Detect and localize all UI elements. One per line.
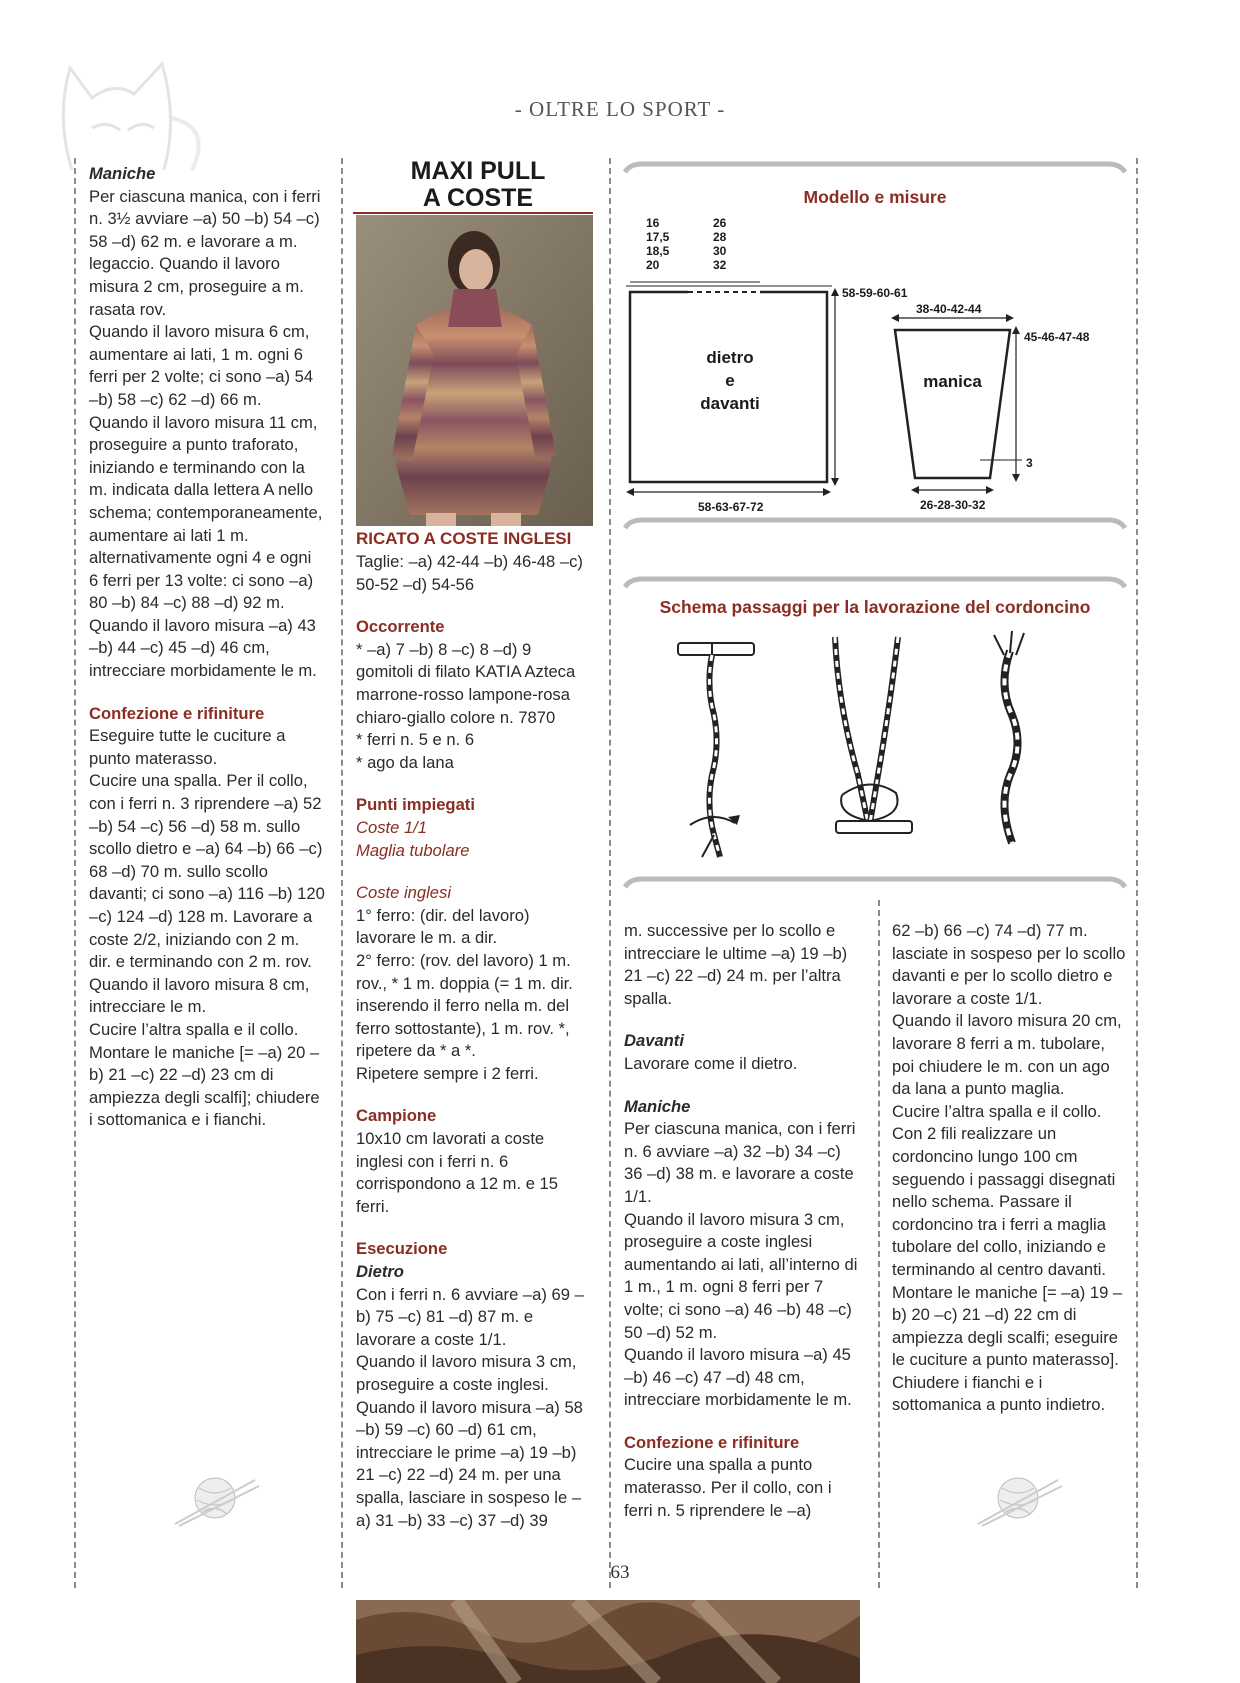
- body-piece-label: [660, 346, 800, 415]
- paragraph-gap: [624, 1076, 860, 1096]
- diagram-frame: [620, 575, 1130, 895]
- section-heading: Occorrente: [356, 617, 445, 637]
- column-separator: [878, 900, 880, 1588]
- paragraph: Montare le maniche [= –a) 19 –b) 20 –c) 21 –d) 22 cm di ampiezza degli scalfi; eseguire le cuciture a punto materasso].: [892, 1282, 1123, 1370]
- subsection-heading: Maniche: [624, 1096, 691, 1116]
- paragraph-gap: [89, 683, 325, 703]
- body-height-label: 58-59-60-61: [842, 286, 908, 300]
- column-separator: [1136, 158, 1138, 1588]
- diagram-title: Modello e misure: [803, 187, 947, 207]
- yarn-ball-icon: [165, 1470, 265, 1528]
- paragraph: 10x10 cm lavorati a coste inglesi con i ferri n. 6 corrispondono a 12 m. e 15 ferri.: [356, 1129, 559, 1216]
- paragraph: Quando il lavoro misura –a) 58 –b) 59 –c) 60 –d) 61 cm, intrecciare le prime –a) 19 –b) 21 –c) 22 –d) 24 m. per una spalla, lasciare in sospeso le –a) 31 –b) 33 –c) 37 –d) 39: [356, 1397, 583, 1530]
- paragraph: Quando il lavoro misura 3 cm, proseguire a coste inglesi.: [356, 1352, 577, 1394]
- text-column-3: [624, 920, 860, 1522]
- sleeve-piece-label: manica: [923, 372, 982, 391]
- measure-value: davanti: [700, 394, 760, 413]
- paragraph: Quando il lavoro misura –a) 45 –b) 46 –c) 47 –d) 48 cm, intrecciare morbidamente le m.: [624, 1345, 852, 1410]
- measure-value: 32: [713, 258, 727, 272]
- paragraph-gap: [356, 596, 593, 616]
- paragraph: Per ciascuna manica, con i ferri n. 3½ avviare –a) 50 –b) 54 –c) 58 –d) 62 m. e lavorare a m. legaccio. Quando il lavoro misura 2 cm, proseguire a m. rasata rov.: [89, 186, 321, 319]
- subsection-heading: Davanti: [624, 1031, 684, 1051]
- paragraph: Quando il lavoro misura 11 cm, proseguire a punto traforato, iniziando e terminando con la m. indicata dalla lettera A nello schema; contemporaneamente, aumentare ai lati 1 m. alternativamente ogni 4 e ogni 6 ferri per 13 volte: ci sono –a) 80 –b) 84 –c) 88 –d) 92 m.: [89, 412, 323, 613]
- sleeve-cuff-label: 3: [1026, 456, 1033, 470]
- paragraph-gap: [356, 1218, 593, 1238]
- measure-value: 30: [713, 244, 727, 258]
- pattern-title: MAXI PULL A COSTE: [410, 157, 546, 212]
- section-heading: Esecuzione: [356, 1239, 448, 1259]
- paragraph: Con i ferri n. 6 avviare –a) 69 –b) 75 –c) 81 –d) 87 m. e lavorare a coste 1/1.: [356, 1284, 584, 1349]
- measurements-diagram: [620, 160, 1130, 535]
- sleeve-bottom-label: 26-28-30-32: [920, 498, 986, 512]
- section-heading: Confezione e rifiniture: [624, 1432, 800, 1452]
- measure-value: 17,5: [646, 230, 670, 244]
- section-heading: Campione: [356, 1106, 437, 1126]
- paragraph: Quando il lavoro misura 3 cm, proseguire a coste inglesi aumentando ai lati, all’interno di 1 m., 1 m. ogni 8 ferri per 7 volte; ci sono –a) 46 –b) 48 –c) 50 –d) 52 m.: [624, 1209, 858, 1342]
- pattern-subtitle: RICATO A COSTE INGLESI: [356, 529, 572, 548]
- body-width-label: 58-63-67-72: [698, 500, 764, 514]
- paragraph: Coste inglesi: [356, 883, 452, 903]
- column-separator: [609, 158, 611, 1588]
- measure-value: dietro: [706, 348, 754, 367]
- paragraph: Quando il lavoro misura 20 cm, lavorare 8 ferri a m. tubolare, poi chiudere le m. con un ago da lana a punto maglia.: [892, 1011, 1122, 1099]
- measure-value: 20: [646, 258, 660, 272]
- diagram-title: Schema passaggi per la lavorazione del cordoncino: [659, 597, 1091, 617]
- paragraph: Quando il lavoro misura –a) 43 –b) 44 –c) 45 –d) 46 cm, intrecciare morbidamente le m.: [89, 615, 317, 681]
- paragraph: Ripetere sempre i 2 ferri.: [356, 1063, 539, 1083]
- paragraph: m. successive per lo scollo e intrecciare le ultime –a) 19 –b) 21 –c) 22 –d) 24 m. per l’altra spalla.: [624, 921, 848, 1008]
- section-header: - OLTRE LO SPORT -: [514, 97, 726, 121]
- text-column-4: [892, 920, 1128, 1417]
- shoulder-measures: [646, 216, 669, 272]
- paragraph-gap: [356, 862, 593, 882]
- paragraph: Montare le maniche [= –a) 20 –b) 21 –c) 22 –d) 23 cm di ampiezza degli scalfi]; chiudere i sottomanica e i fianchi.: [89, 1042, 320, 1130]
- measure-value: 26: [713, 216, 727, 230]
- paragraph: Taglie: –a) 42-44 –b) 46-48 –c) 50-52 –d) 54-56: [356, 552, 583, 594]
- paragraph: Quando il lavoro misura 6 cm, aumentare ai lati, 1 m. ogni 6 ferri per 2 volte; ci sono –a) 54 –b) 58 –c) 62 –d) 66 m.: [89, 322, 314, 409]
- paragraph-gap: [624, 1412, 860, 1432]
- cord-diagram: [620, 575, 1130, 895]
- page-number: 63: [610, 1562, 630, 1583]
- sweater-photo: [356, 215, 593, 526]
- knit-texture-band: [356, 1600, 860, 1683]
- measure-value: e: [725, 371, 735, 390]
- paragraph: Maglia tubolare: [356, 840, 470, 860]
- measure-value: 16: [646, 216, 660, 230]
- paragraph: Cucire una spalla. Per il collo, con i ferri n. 3 riprendere –a) 52 –b) 54 –c) 56 –d) 58 m. sullo scollo dietro e –a) 64 –b) 66 –c) 68 –d) 70 m. sullo scollo davanti; ci sono –a) 116 –b) 120 –c) 124 –d) 128 m. Lavorare a coste 2/2, iniziando con 2 m. dir. e terminando con 2 m. rov. Quando il lavoro misura 8 cm, intrecciare le m.: [89, 771, 325, 1017]
- subsection-heading: Dietro: [356, 1262, 404, 1282]
- paragraph: Con 2 fili realizzare un cordoncino lungo 100 cm seguendo i passaggi disegnati nello schema. Passare il cordoncino tra i ferri a maglia tubolare del collo, iniziando e terminando al centro davanti.: [892, 1124, 1116, 1279]
- text-column-2: [356, 551, 593, 1532]
- paragraph: Eseguire tutte le cuciture a punto materasso.: [89, 726, 286, 768]
- paragraph-gap: [356, 774, 593, 794]
- paragraph-gap: [624, 1010, 860, 1030]
- neck-measures: [713, 216, 726, 272]
- measure-value: 28: [713, 230, 727, 244]
- measure-value: 18,5: [646, 244, 670, 258]
- column-separator: [74, 158, 76, 1588]
- paragraph: Coste 1/1: [356, 817, 428, 837]
- title-rule: [353, 212, 593, 214]
- paragraph: Chiudere i fianchi e i sottomanica a punto indietro.: [892, 1372, 1106, 1415]
- paragraph: * ago da lana: [356, 752, 454, 772]
- paragraph: * ferri n. 5 e n. 6: [356, 730, 475, 750]
- paragraph: 62 –b) 66 –c) 74 –d) 77 m. lasciate in sospeso per lo scollo davanti e per lo scollo dietro e lavorare a coste 1/1.: [892, 921, 1126, 1008]
- yarn-ball-icon: [968, 1470, 1068, 1528]
- paragraph: 2° ferro: (rov. del lavoro) 1 m. rov., * 1 m. doppia (= 1 m. dir. inserendo il ferro nella m. del ferro sottostante), 1 m. rov. *, ripetere da * a *.: [356, 950, 573, 1061]
- sleeve-top-label: 38-40-42-44: [916, 302, 982, 316]
- paragraph: * –a) 7 –b) 8 –c) 8 –d) 9 gomitoli di filato KATIA Azteca marrone-rosso lampone-rosa chiaro-giallo colore n. 7870: [356, 639, 576, 727]
- paragraph: 1° ferro: (dir. del lavoro) lavorare le m. a dir.: [356, 905, 530, 948]
- section-heading: Punti impiegati: [356, 795, 475, 815]
- paragraph: Cucire l’altra spalla e il collo.: [892, 1101, 1102, 1121]
- sleeve-length-label: 45-46-47-48: [1024, 330, 1090, 344]
- paragraph: Lavorare come il dietro.: [624, 1053, 798, 1073]
- column-separator: [341, 158, 343, 1588]
- section-heading: Confezione e rifiniture: [89, 703, 265, 723]
- paragraph: Cucire una spalla a punto materasso. Per il collo, con i ferri n. 5 riprendere le –a): [624, 1455, 832, 1520]
- subsection-heading: Maniche: [89, 164, 156, 183]
- paragraph-gap: [356, 1085, 593, 1105]
- text-column-1: [89, 163, 325, 1132]
- paragraph: Per ciascuna manica, con i ferri n. 6 avviare –a) 32 –b) 34 –c) 36 –d) 38 m. e lavorare a coste 1/1.: [624, 1119, 856, 1206]
- paragraph: Cucire l’altra spalla e il collo.: [89, 1019, 299, 1039]
